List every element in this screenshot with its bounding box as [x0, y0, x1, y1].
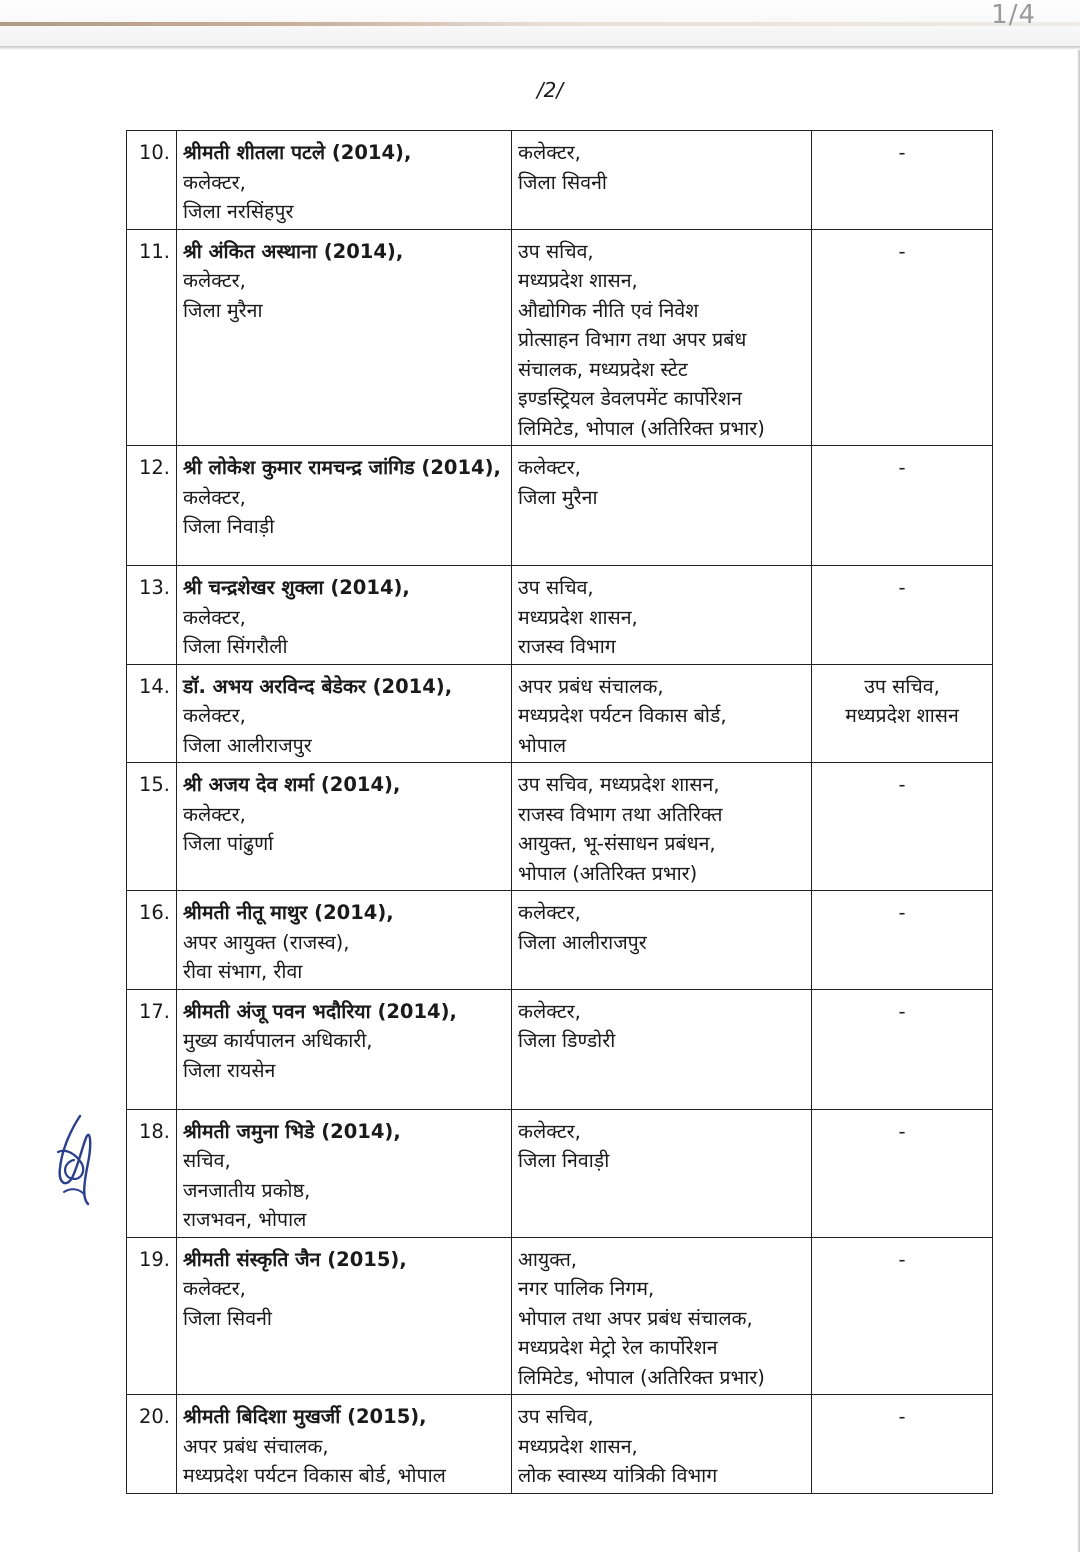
- table-row: [127, 891, 993, 990]
- new-posting-line: आयुक्त,: [518, 1247, 578, 1271]
- additional-charge-line: -: [898, 1119, 906, 1143]
- serial-number: 11.: [127, 229, 177, 446]
- new-posting-line: मध्यप्रदेश शासन,: [518, 269, 638, 292]
- new-posting-line: राजस्व विभाग तथा अतिरिक्त: [518, 802, 723, 826]
- current-posting-line: जिला आलीराजपुर: [183, 733, 312, 757]
- new-posting-line: कलेक्टर,: [518, 1119, 581, 1143]
- additional-charge-line: उप सचिव,: [864, 674, 940, 698]
- additional-charge-line: -: [898, 1247, 906, 1271]
- officer-cell: [177, 763, 512, 891]
- current-posting-line: जिला रायसेन: [183, 1058, 276, 1082]
- new-posting-line: लोक स्वास्थ्य यांत्रिकी विभाग: [518, 1464, 718, 1487]
- new-posting-line: मध्यप्रदेश शासन,: [518, 605, 638, 629]
- additional-charge-line: मध्यप्रदेश शासन: [845, 704, 959, 727]
- serial-number: 13.: [127, 566, 177, 665]
- serial-number: 14.: [127, 664, 177, 763]
- toolbar-shadow: [0, 46, 1080, 50]
- serial-number: 19.: [127, 1237, 177, 1395]
- new-posting-line: अपर प्रबंध संचालक,: [518, 674, 664, 698]
- new-posting-line: नगर पालिक निगम,: [518, 1277, 655, 1300]
- new-posting-line: जिला मुरैना: [518, 485, 598, 509]
- additional-charge-cell: [812, 446, 993, 566]
- new-posting-cell: [512, 229, 812, 446]
- new-posting-line: जिला सिवनी: [518, 170, 607, 194]
- new-posting-line: लिमिटेड, भोपाल (अतिरिक्त प्रभार): [518, 416, 765, 440]
- additional-charge-cell: [812, 989, 993, 1109]
- officer-cell: [177, 664, 512, 763]
- table-row: [127, 763, 993, 891]
- new-posting-cell: [512, 989, 812, 1109]
- officer-name: श्रीमती संस्कृति जैन (2015),: [183, 1247, 407, 1271]
- officer-cell: [177, 131, 512, 230]
- new-posting-line: उप सचिव, मध्यप्रदेश शासन,: [518, 773, 720, 796]
- additional-charge-cell: [812, 566, 993, 665]
- current-posting-line: राजभवन, भोपाल: [183, 1208, 307, 1231]
- current-posting-line: अपर प्रबंध संचालक,: [183, 1434, 329, 1458]
- new-posting-cell: [512, 763, 812, 891]
- new-posting-line: उप सचिव,: [518, 239, 594, 263]
- current-posting-line: मध्यप्रदेश पर्यटन विकास बोर्ड, भोपाल: [183, 1464, 446, 1487]
- table-row: [127, 1395, 993, 1494]
- officer-cell: [177, 1109, 512, 1237]
- new-posting-cell: [512, 891, 812, 990]
- table-row: [127, 989, 993, 1109]
- new-posting-line: कलेक्टर,: [518, 456, 581, 479]
- current-posting-line: मुख्य कार्यपालन अधिकारी,: [183, 1029, 373, 1052]
- new-posting-line: उप सचिव,: [518, 1405, 594, 1428]
- new-posting-line: औद्योगिक नीति एवं निवेश: [518, 298, 699, 322]
- table-row: [127, 1109, 993, 1237]
- new-posting-line: कलेक्टर,: [518, 141, 581, 164]
- new-posting-line: भोपाल तथा अपर प्रबंध संचालक,: [518, 1306, 753, 1330]
- officer-name: श्रीमती बिदिशा मुखर्जी (2015),: [183, 1405, 427, 1428]
- current-posting-line: कलेक्टर,: [183, 485, 246, 509]
- current-posting-line: कलेक्टर,: [183, 802, 246, 826]
- table-row: [127, 131, 993, 230]
- officer-cell: [177, 446, 512, 566]
- additional-charge-line: -: [898, 141, 906, 164]
- table-row: [127, 664, 993, 763]
- additional-charge-line: -: [898, 1405, 906, 1428]
- additional-charge-cell: [812, 1395, 993, 1494]
- current-posting-line: कलेक्टर,: [183, 1277, 246, 1300]
- new-posting-cell: [512, 131, 812, 230]
- serial-number: 18.: [127, 1109, 177, 1237]
- additional-charge-line: -: [898, 239, 906, 263]
- officer-name: श्री लोकेश कुमार रामचन्द्र जांगिड (2014),: [183, 456, 501, 479]
- officer-name: डॉ. अभय अरविन्द बेडेकर (2014),: [183, 674, 453, 698]
- table-row: [127, 1237, 993, 1395]
- new-posting-line: मध्यप्रदेश शासन,: [518, 1434, 638, 1458]
- current-posting-line: अपर आयुक्त (राजस्व),: [183, 930, 350, 954]
- officer-cell: [177, 891, 512, 990]
- signature-mark: [52, 1108, 98, 1208]
- additional-charge-cell: [812, 1237, 993, 1395]
- officer-cell: [177, 566, 512, 665]
- current-posting-line: कलेक्टर,: [183, 170, 246, 194]
- document-page-number: /2/: [536, 78, 564, 102]
- new-posting-line: कलेक्टर,: [518, 901, 581, 924]
- current-posting-line: सचिव,: [183, 1149, 231, 1172]
- current-posting-line: जिला सिंगरौली: [183, 635, 288, 658]
- officer-cell: [177, 229, 512, 446]
- additional-charge-cell: [812, 763, 993, 891]
- new-posting-line: मध्यप्रदेश मेट्रो रेल कार्पोरेशन: [518, 1336, 718, 1359]
- new-posting-line: कलेक्टर,: [518, 999, 581, 1023]
- officer-name: श्रीमती जमुना भिडे (2014),: [183, 1119, 401, 1143]
- new-posting-cell: [512, 566, 812, 665]
- new-posting-cell: [512, 446, 812, 566]
- additional-charge-cell: [812, 1109, 993, 1237]
- new-posting-line: लिमिटेड, भोपाल (अतिरिक्त प्रभार): [518, 1365, 765, 1389]
- new-posting-line: जिला डिण्डोरी: [518, 1029, 616, 1052]
- serial-number: 17.: [127, 989, 177, 1109]
- table-row: [127, 229, 993, 446]
- additional-charge-cell: [812, 229, 993, 446]
- table-row: [127, 446, 993, 566]
- new-posting-cell: [512, 664, 812, 763]
- page-counter: 1/4: [991, 0, 1036, 30]
- additional-charge-line: -: [898, 773, 906, 796]
- new-posting-line: जिला निवाड़ी: [518, 1149, 610, 1172]
- new-posting-line: मध्यप्रदेश पर्यटन विकास बोर्ड,: [518, 704, 727, 727]
- new-posting-line: संचालक, मध्यप्रदेश स्टेट: [518, 357, 688, 381]
- current-posting-line: कलेक्टर,: [183, 605, 246, 629]
- additional-charge-line: -: [898, 456, 906, 479]
- new-posting-line: प्रोत्साहन विभाग तथा अपर प्रबंध: [518, 328, 747, 351]
- additional-charge-cell: [812, 891, 993, 990]
- current-posting-line: जिला निवाड़ी: [183, 515, 275, 538]
- new-posting-line: भोपाल: [518, 733, 567, 757]
- current-posting-line: जनजातीय प्रकोष्ठ,: [183, 1178, 311, 1202]
- officer-name: श्री चन्द्रशेखर शुक्ला (2014),: [183, 576, 410, 599]
- table-row: [127, 566, 993, 665]
- current-posting-line: जिला पांढुर्णा: [183, 832, 274, 855]
- table-body: [127, 131, 993, 1494]
- new-posting-line: राजस्व विभाग: [518, 635, 616, 658]
- new-posting-line: आयुक्त, भू-संसाधन प्रबंधन,: [518, 832, 716, 855]
- additional-charge-line: -: [898, 576, 906, 599]
- current-posting-line: जिला नरसिंहपुर: [183, 200, 294, 223]
- current-posting-line: जिला मुरैना: [183, 298, 263, 322]
- additional-charge-line: -: [898, 999, 906, 1023]
- officer-name: श्री अजय देव शर्मा (2014),: [183, 773, 401, 796]
- transfer-order-table: [126, 130, 993, 1494]
- serial-number: 10.: [127, 131, 177, 230]
- additional-charge-cell: [812, 664, 993, 763]
- new-posting-cell: [512, 1109, 812, 1237]
- officer-name: श्रीमती शीतला पटले (2014),: [183, 141, 412, 164]
- current-posting-line: रीवा संभाग, रीवा: [183, 960, 303, 983]
- officer-name: श्रीमती अंजू पवन भदौरिया (2014),: [183, 999, 457, 1023]
- officer-cell: [177, 1237, 512, 1395]
- page-edge-decoration: [0, 22, 1080, 26]
- new-posting-line: इण्डस्ट्रियल डेवलपमेंट कार्पोरेशन: [518, 387, 742, 410]
- current-posting-line: कलेक्टर,: [183, 704, 246, 727]
- current-posting-line: जिला सिवनी: [183, 1306, 272, 1330]
- officer-name: श्री अंकित अस्थाना (2014),: [183, 239, 404, 263]
- serial-number: 15.: [127, 763, 177, 891]
- serial-number: 20.: [127, 1395, 177, 1494]
- serial-number: 12.: [127, 446, 177, 566]
- new-posting-line: भोपाल (अतिरिक्त प्रभार): [518, 861, 698, 885]
- new-posting-line: जिला आलीराजपुर: [518, 930, 647, 954]
- officer-cell: [177, 989, 512, 1109]
- new-posting-cell: [512, 1237, 812, 1395]
- serial-number: 16.: [127, 891, 177, 990]
- officer-name: श्रीमती नीतू माथुर (2014),: [183, 901, 394, 924]
- additional-charge-line: -: [898, 901, 906, 924]
- current-posting-line: कलेक्टर,: [183, 269, 246, 292]
- new-posting-line: उप सचिव,: [518, 576, 594, 599]
- officer-cell: [177, 1395, 512, 1494]
- additional-charge-cell: [812, 131, 993, 230]
- new-posting-cell: [512, 1395, 812, 1494]
